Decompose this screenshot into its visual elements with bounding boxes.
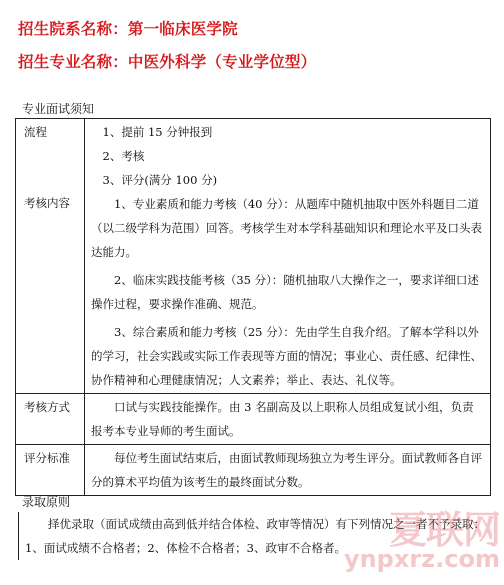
- label-method: 考核方式: [24, 400, 70, 414]
- label-scoring: 评分标准: [24, 451, 70, 465]
- admission-text: 择优录取（面试成绩由高到低并结合体检、政审等情况）有下列情况之一者不予录取：1、面试成绩不合格者；2、体检不合格者；3、政审不合格者。: [25, 517, 485, 555]
- scoring-text: 每位考生面试结束后，由面试教师现场独立为考生评分。面试教师各自评分的算术平均值为该考生的最终面试分数。: [91, 451, 482, 489]
- watermark-en: ynpxrz.com: [343, 545, 500, 573]
- process-step: 2、考核: [102, 149, 145, 163]
- content-item: 1、专业素质和能力考核（40 分）：从题库中随机抽取中医外科题目二道（以二级学科为范围）回答。考核学生对本学科基础知识和理论水平及口头表达能力。: [91, 197, 482, 259]
- interview-notice-title: 专业面试须知: [22, 102, 95, 116]
- row-label-cell: [16, 445, 85, 496]
- interview-notice-table: [15, 118, 491, 496]
- process-step: 1、提前 15 分钟报到: [102, 125, 213, 139]
- process-step: 3、评分(满分 100 分): [102, 173, 218, 187]
- admission-title: 录取原则: [22, 495, 71, 509]
- content-item: 2、临床实践技能考核（35 分）：随机抽取八大操作之一，要求详细口述操作过程，要求操作准确、规范。: [91, 273, 479, 311]
- row-content-cell: [85, 119, 491, 394]
- watermark-cn: 夏联网: [388, 508, 500, 552]
- major-heading: 招生专业名称：中医外科学（专业学位型）: [18, 53, 317, 71]
- department-heading: 招生院系名称：第一临床医学院: [18, 20, 238, 38]
- admission-box: [18, 512, 496, 560]
- row-content-cell: [85, 394, 491, 445]
- table-row: [16, 119, 491, 394]
- row-label-cell: [16, 394, 85, 445]
- row-label-cell: [16, 119, 85, 394]
- content-item: 3、综合素质和能力考核（25 分）：先由学生自我介绍。了解本学科以外的学习，社会实践或实际工作表现等方面的情况；事业心、责任感、纪律性、协作精神和心理健康情况；人文素养；举止、表达、礼仪等。: [91, 325, 482, 387]
- label-process: 流程: [24, 125, 47, 139]
- row-content-cell: [85, 445, 491, 496]
- table-row: [16, 394, 491, 445]
- method-text: 口试与实践技能操作。由 3 名副高及以上职称人员组成复试小组，负责报考本专业导师的考生面试。: [91, 400, 474, 438]
- table-row: [16, 445, 491, 496]
- label-content: 考核内容: [24, 196, 70, 210]
